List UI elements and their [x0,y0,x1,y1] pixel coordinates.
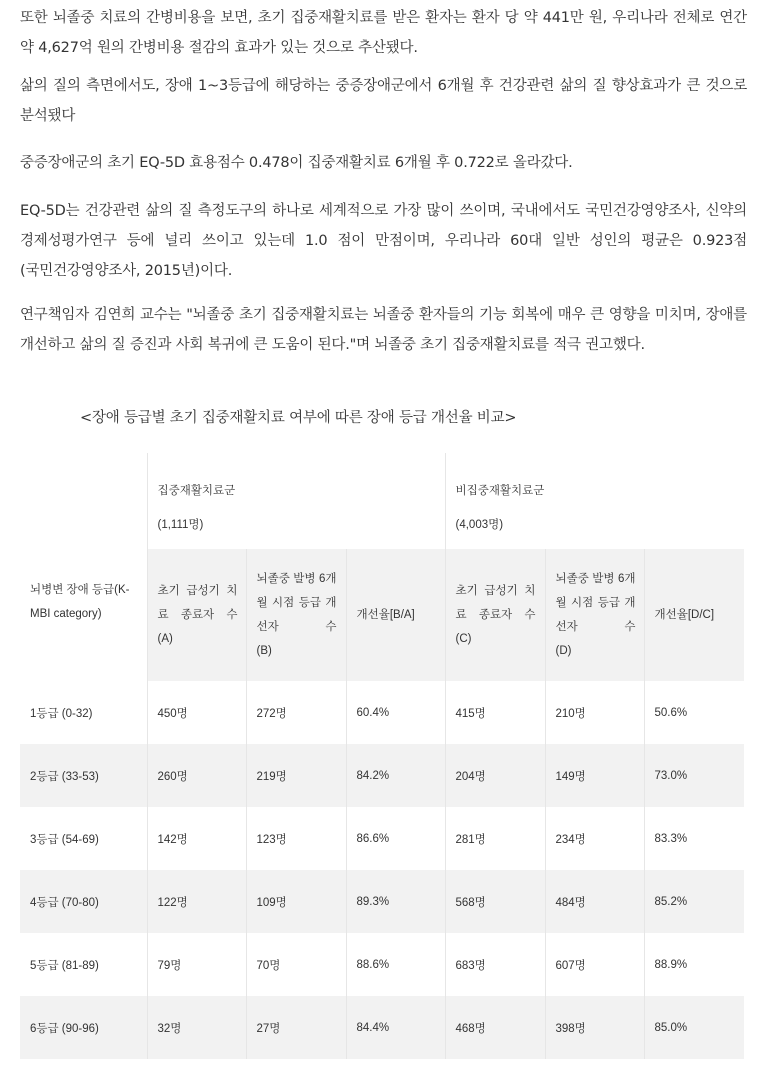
d-cell: 607명 [545,933,644,996]
improvement-rate-table [20,453,744,1059]
row-header-label: 뇌병변 장애 등급(K-MBI category) [30,584,130,620]
a-cell: 260명 [147,744,246,807]
col-c-label: 초기 급성기 치료 종료자 수 [455,585,536,621]
paragraph-eq5d-definition: EQ-5D는 건강관련 삶의 질 측정도구의 하나로 세계적으로 가장 많이 쓰이며, 국내에서도 국민건강영양조사, 신약의 경제성평가연구 등에 널리 쓰이고 있는데 1.0 점이 만점이며, 우리나라 60대 일반 성인의 평균은 0.923점(국민건강영양조사, 2015년)이다. [20,203,747,279]
b-cell: 123명 [246,807,346,870]
ba-cell: 84.2% [346,744,445,807]
col-d-header [545,549,644,681]
col-b-header [246,549,346,681]
c-cell: 415명 [445,681,545,744]
col-b-code: (B) [256,645,272,657]
table-row [20,681,744,744]
table-row [20,870,744,933]
dc-cell: 85.0% [644,996,744,1059]
table-row [20,807,744,870]
a-cell: 450명 [147,681,246,744]
table-caption: <장애 등급별 초기 집중재활치료 여부에 따른 장애 등급 개선율 비교> [80,410,517,426]
table-header-row [20,453,744,549]
ba-cell: 88.6% [346,933,445,996]
c-cell: 568명 [445,870,545,933]
col-c-header [445,549,545,681]
ba-cell: 84.4% [346,996,445,1059]
col-c-code: (C) [455,633,472,645]
a-cell: 142명 [147,807,246,870]
col-d-label: 뇌졸중 발병 6개월 시점 등급 개선자 수 [555,573,636,633]
a-cell: 79명 [147,933,246,996]
ba-cell: 86.6% [346,807,445,870]
grade-cell: 5등급 (81-89) [20,933,147,996]
paragraph-care-cost: 또한 뇌졸중 치료의 간병비용을 보면, 초기 집중재활치료를 받은 환자는 환자 당 약 441만 원, 우리나라 전체로 연간 약 4,627억 원의 간병비용 절감의 효과가 있는 것으로 추산됐다. [20,10,747,56]
d-cell: 149명 [545,744,644,807]
group-b-name: 비집중재활치료군 [455,485,545,497]
d-cell: 398명 [545,996,644,1059]
b-cell: 109명 [246,870,346,933]
group-b-count: (4,003명) [455,519,504,531]
ba-cell: 89.3% [346,870,445,933]
col-b-label: 뇌졸중 발병 6개월 시점 등급 개선자 수 [256,573,337,633]
grade-cell: 1등급 (0-32) [20,681,147,744]
col-ratio-dc-header: 개선율[D/C] [644,549,744,681]
col-d-code: (D) [555,645,572,657]
paragraph-quality-of-life: 삶의 질의 측면에서도, 장애 1~3등급에 해당하는 중증장애군에서 6개월 후 건강관련 삶의 질 향상효과가 큰 것으로 분석됐다 [20,78,747,124]
c-cell: 683명 [445,933,545,996]
paragraph-researcher-quote: 연구책임자 김연희 교수는 "뇌졸중 초기 집중재활치료는 뇌졸중 환자들의 기능 회복에 매우 큰 영향을 미치며, 장애를 개선하고 삶의 질 증진과 사회 복귀에 큰 도움이 된다."며 뇌졸중 초기 집중재활치료를 적극 권고했다. [20,307,747,353]
grade-cell: 2등급 (33-53) [20,744,147,807]
dc-cell: 50.6% [654,706,688,719]
d-cell: 484명 [545,870,644,933]
dc-cell: 88.9% [654,958,688,971]
row-header-cell [20,453,147,681]
paragraph-eq5d-score: 중증장애군의 초기 EQ-5D 효용점수 0.478이 집중재활치료 6개월 후 0.722로 올라갔다. [20,155,573,171]
b-cell: 70명 [246,933,346,996]
group-b-header [445,453,744,549]
b-cell: 27명 [246,996,346,1059]
b-cell: 272명 [246,681,346,744]
d-cell: 234명 [545,807,644,870]
d-cell: 210명 [545,681,644,744]
grade-cell: 6등급 (90-96) [20,996,147,1059]
grade-cell: 4등급 (70-80) [20,870,147,933]
dc-cell: 73.0% [644,744,744,807]
col-ratio-ab-header: 개선율[B/A] [346,549,445,681]
b-cell: 219명 [246,744,346,807]
ba-cell: 60.4% [346,681,445,744]
table-row [20,933,744,996]
dc-cell: 83.3% [654,832,688,845]
c-cell: 204명 [445,744,545,807]
col-a-header [147,549,246,681]
group-a-name: 집중재활치료군 [157,485,236,497]
dc-cell: 85.2% [644,870,744,933]
c-cell: 281명 [445,807,545,870]
group-a-header [147,453,445,549]
col-a-code: (A) [157,633,173,645]
table-row [20,996,744,1059]
table-row [20,744,744,807]
col-a-label: 초기 급성기 치료 종료자 수 [157,585,238,621]
a-cell: 122명 [147,870,246,933]
grade-cell: 3등급 (54-69) [20,807,147,870]
a-cell: 32명 [147,996,246,1059]
group-a-count: (1,111명) [157,519,204,531]
c-cell: 468명 [445,996,545,1059]
